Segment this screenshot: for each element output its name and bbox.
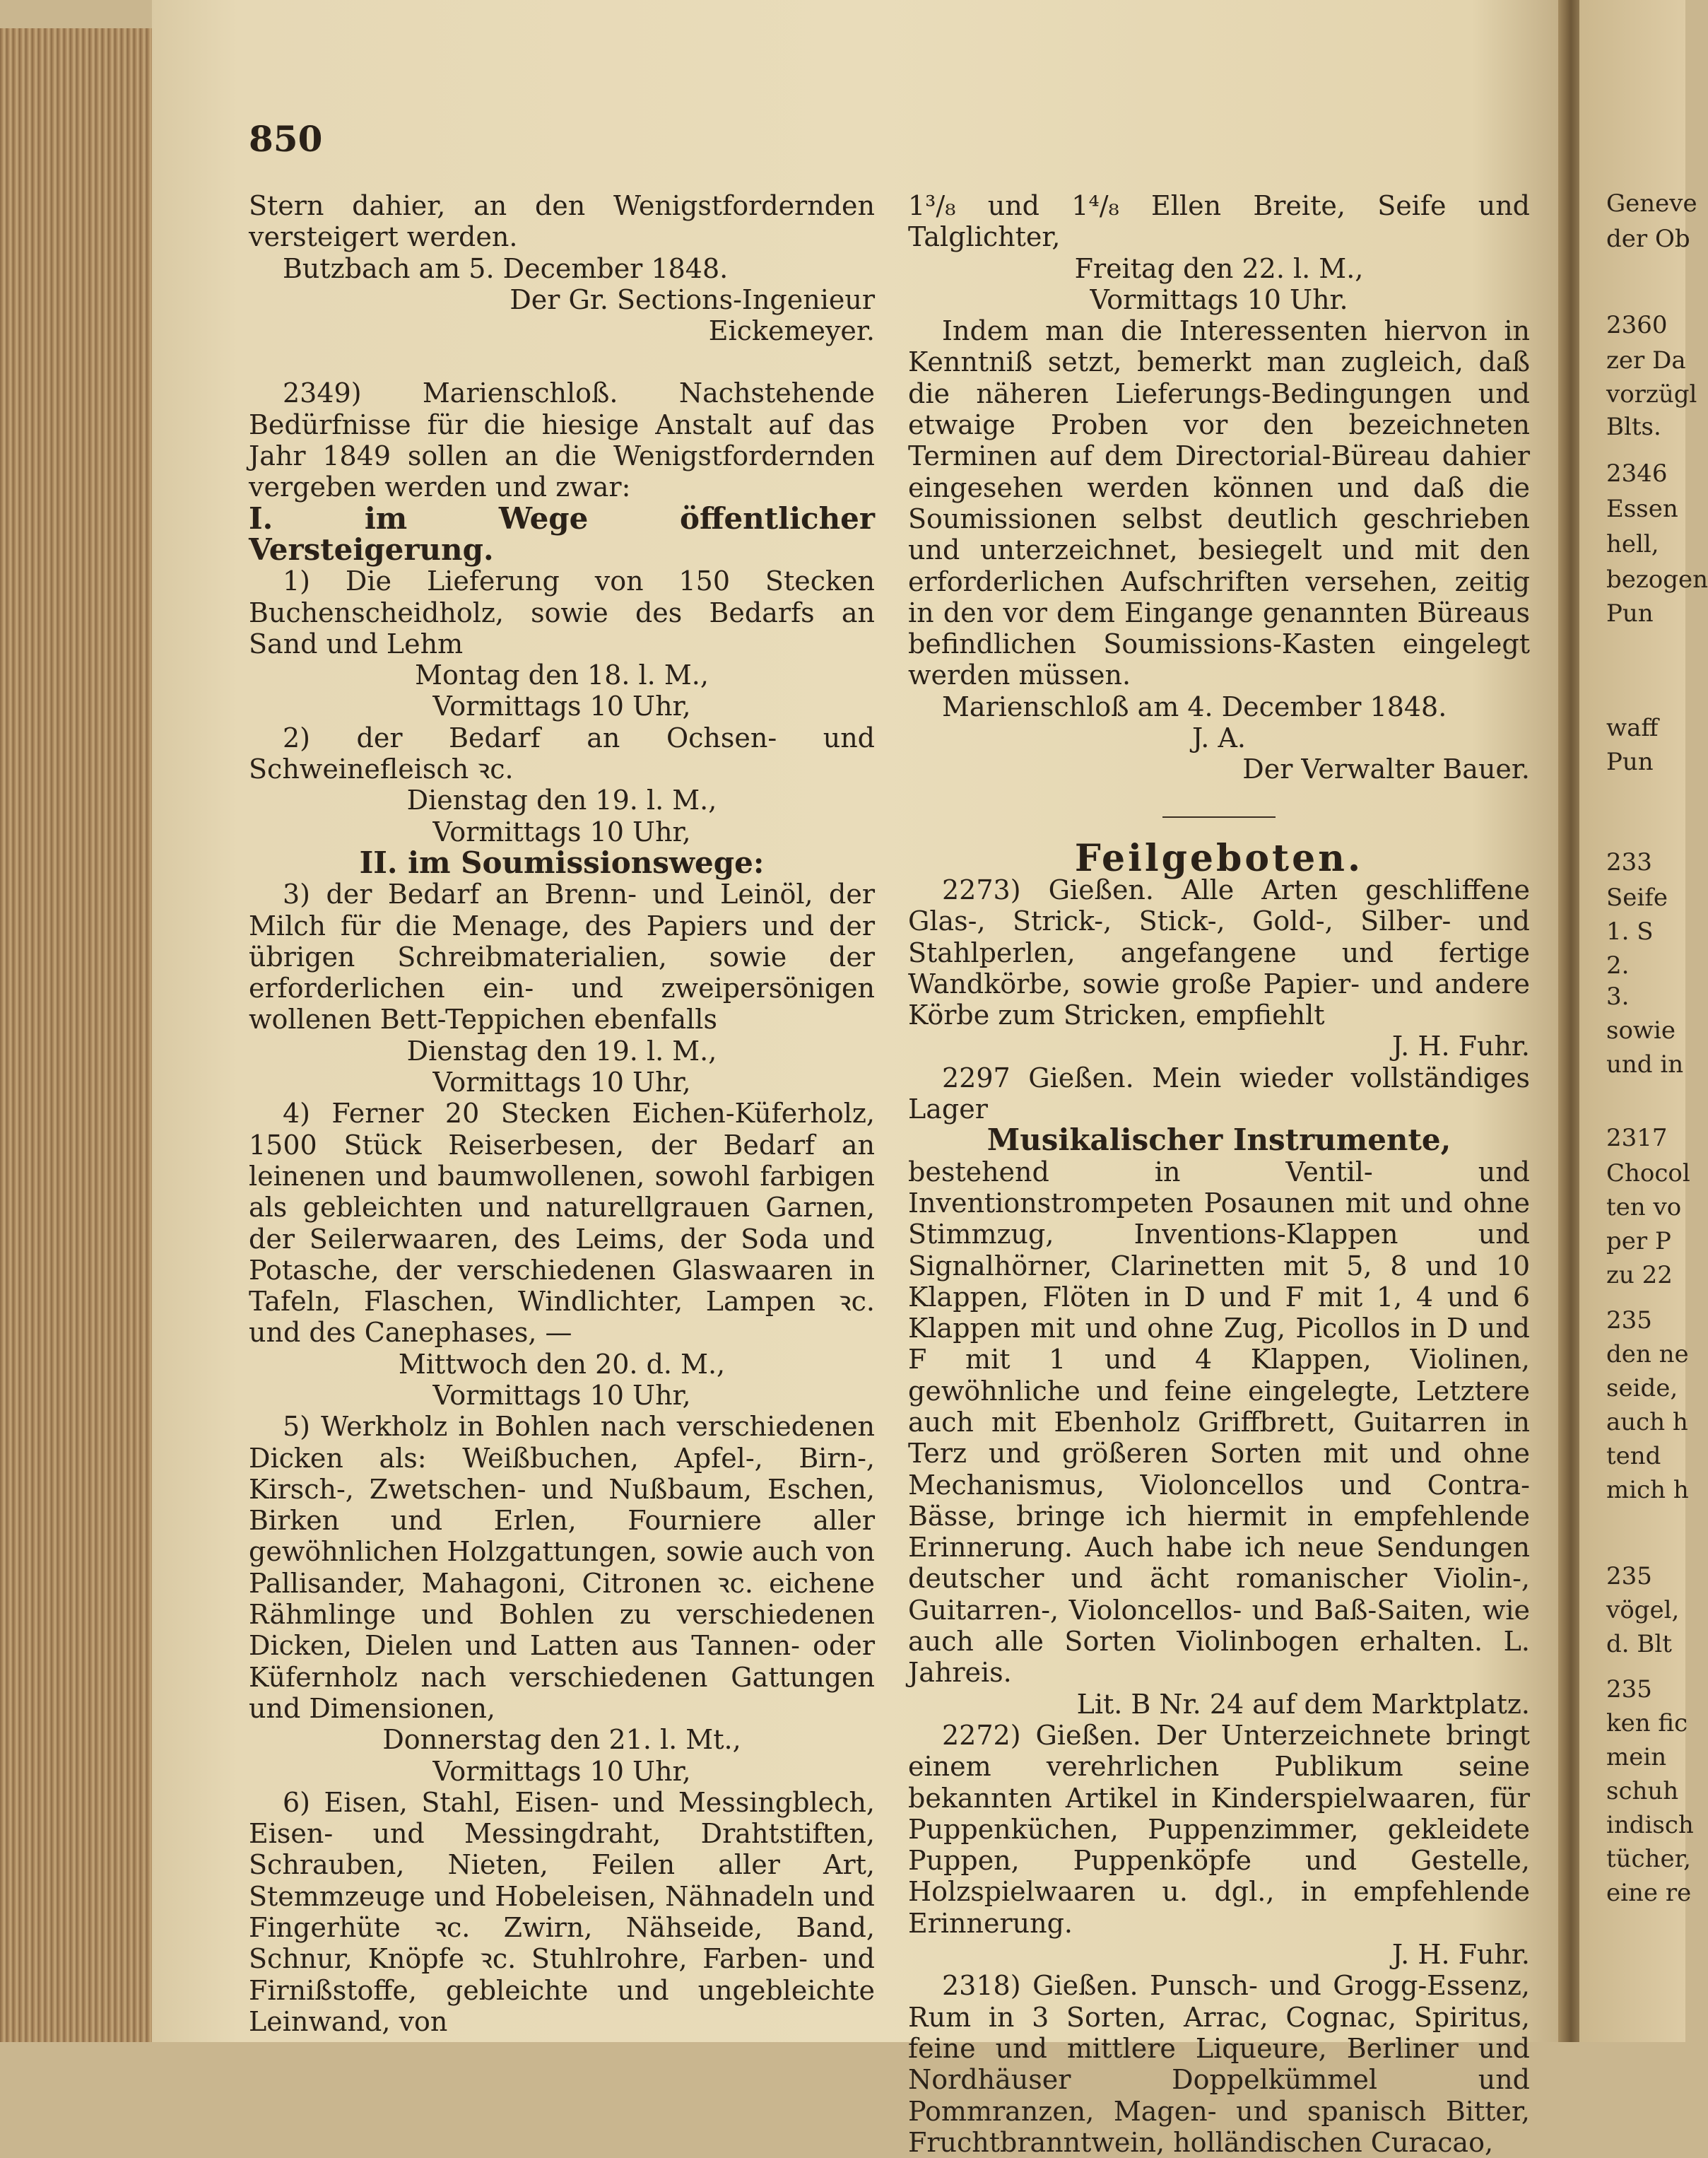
right-column-paragraph: 1³/₈ und 1⁴/₈ Ellen Breite, Seife und Talglichter,: [908, 190, 1530, 253]
left-column-paragraph: 2349) Marienschloß. Nachstehende Bedürfnisse für die hiesige Anstalt auf das Jahr 1849 sollen an die Wenigstfordernden vergeben werden und zwar:: [249, 377, 875, 503]
left-column-paragraph: Donnerstag den 21. l. Mt.,: [382, 1724, 741, 1756]
left-column-paragraph: Vormittags 10 Uhr,: [432, 816, 691, 848]
right-column-paragraph: [1162, 816, 1276, 818]
next-page-text-fragment: 235: [1606, 1675, 1652, 1703]
next-page-text-fragment: ten vo: [1606, 1193, 1682, 1221]
right-column-paragraph: Indem man die Interessenten hiervon in Kenntniß setzt, bemerkt man zugleich, daß die näheren Lieferungs-Bedingungen und etwaige Proben vor den bezeichneten Terminen auf dem Directorial-Büreau dahier eingesehen werden können und daß die Soumissionen selbst deutlich geschrieben und unterzeichnet, besiegelt und mit den erforderlichen Aufschriften versehen, zeitig in den vor dem Eingange genannten Büreaus befindlichen Soumissions-Kasten eingelegt werden müssen.: [908, 315, 1530, 691]
next-page-text-fragment: 2346: [1606, 459, 1668, 488]
left-column-paragraph: 3) der Bedarf an Brenn- und Leinöl, der Milch für die Menage, des Papiers und der übrigen Schreibmaterialien, sowie der erforderlichen ein- und zweipersönigen wollenen Bett-Teppichen ebenfalls: [249, 879, 875, 1036]
right-column-paragraph: Musikalischer Instrumente,: [986, 1122, 1451, 1158]
right-column-paragraph: J. A.: [1192, 722, 1246, 754]
next-page-text-fragment: schuh: [1606, 1777, 1679, 1805]
next-page-text-fragment: bezogen: [1606, 565, 1708, 594]
next-page-text-fragment: Blts.: [1606, 413, 1661, 441]
left-column-paragraph: Mittwoch den 20. d. M.,: [398, 1348, 726, 1380]
left-column-paragraph: Vormittags 10 Uhr,: [432, 1067, 691, 1098]
next-page-text-fragment: seide,: [1606, 1374, 1678, 1402]
next-page-text-fragment: per P: [1606, 1227, 1671, 1255]
next-page-text-fragment: indisch: [1606, 1811, 1694, 1839]
next-page-text-fragment: mein: [1606, 1743, 1667, 1771]
right-column-paragraph: Freitag den 22. l. M.,: [1074, 252, 1364, 284]
next-page-text-fragment: zu 22: [1606, 1261, 1673, 1289]
left-column-paragraph: II. im Soumissionswege:: [359, 845, 765, 880]
next-page-text-fragment: Geneve: [1606, 189, 1697, 218]
next-page-text-fragment: 2317: [1606, 1124, 1668, 1152]
left-column-paragraph: Dienstag den 19. l. M.,: [406, 785, 717, 816]
next-page-text-fragment: auch h: [1606, 1408, 1688, 1436]
next-page-text-fragment: vorzügl: [1606, 380, 1697, 409]
left-column-paragraph: Vormittags 10 Uhr,: [432, 691, 691, 722]
right-column-paragraph: 2297 Gießen. Mein wieder vollständiges Lager: [908, 1062, 1530, 1125]
left-column-paragraph: Vormittags 10 Uhr,: [432, 1379, 691, 1411]
left-column-paragraph: 5) Werkholz in Bohlen nach verschiedenen Dicken als: Weißbuchen, Apfel-, Birn-, Kirsch-, Zwetschen- und Nußbaum, Eschen, Birken und Erlen, Fourniere aller gewöhnlichen Holzgattungen, sowie auch von Pallisander, Mahagoni, Citronen ꝛc. eichene Rähmlinge und Bohlen zu verschiedenen Dicken, Dielen und Latten aus Tannen- oder Küfernholz nach verschiedenen Gattungen und Dimensionen,: [249, 1411, 875, 1724]
left-column-paragraph: Der Gr. Sections-Ingenieur: [510, 283, 875, 315]
next-page-text-fragment: tücher,: [1606, 1845, 1691, 1873]
right-column-paragraph: Vormittags 10 Uhr.: [1090, 283, 1348, 315]
next-page-text-fragment: sowie: [1606, 1016, 1676, 1045]
left-column-paragraph: Montag den 18. l. M.,: [415, 659, 709, 691]
next-page-text-fragment: 233: [1606, 848, 1652, 876]
next-page-text-fragment: Essen: [1606, 495, 1678, 523]
left-column-paragraph: Butzbach am 5. December 1848.: [283, 252, 729, 284]
next-page-text-fragment: Pun: [1606, 599, 1654, 628]
right-column: [908, 190, 1530, 2158]
left-column-paragraph: 1) Die Lieferung von 150 Stecken Buchenscheidholz, sowie des Bedarfs an Sand und Lehm: [249, 565, 875, 659]
right-column-paragraph: Feilgeboten.: [1074, 836, 1364, 880]
next-page-text-fragment: zer Da: [1606, 346, 1686, 375]
next-page-text-fragment: Seife: [1606, 884, 1668, 912]
gutter-shadow: [1558, 0, 1579, 2042]
next-page-text-fragment: ken fic: [1606, 1709, 1688, 1737]
next-page-text-fragment: 235: [1606, 1562, 1652, 1590]
next-page-text-fragment: 2360: [1606, 311, 1668, 339]
left-column-paragraph: I. im Wege öffentlicher Versteigerung.: [249, 500, 875, 567]
left-column-paragraph: 4) Ferner 20 Stecken Eichen-Küferholz, 1500 Stück Reiserbesen, der Bedarf an leinenen und baumwollenen, sowohl farbigen als gebleichten und naturellgrauen Garnen, der Seilerwaaren, des Leims, der Soda und Potasche, der verschiedenen Glaswaaren in Tafeln, Flaschen, Windlichter, Lampen ꝛc. und des Canephases, —: [249, 1098, 875, 1349]
next-page-text-fragment: der Ob: [1606, 225, 1690, 253]
book-edge: [0, 28, 152, 2042]
right-column-paragraph: Marienschloß am 4. December 1848.: [942, 691, 1447, 722]
left-column: [249, 190, 875, 2037]
left-column-paragraph: [249, 346, 875, 377]
next-page-text-fragment: 3.: [1606, 983, 1630, 1011]
next-page-text-fragment: mich h: [1606, 1476, 1689, 1504]
right-column-paragraph: Der Verwalter Bauer.: [1242, 753, 1530, 785]
next-page-text-fragment: waff: [1606, 714, 1659, 742]
left-column-paragraph: Dienstag den 19. l. M.,: [406, 1035, 717, 1067]
next-page-text-fragment: Pun: [1606, 748, 1654, 776]
next-page-text-fragment: tend: [1606, 1442, 1661, 1470]
right-column-paragraph: 2318) Gießen. Punsch- und Grogg-Essenz, Rum in 3 Sorten, Arrac, Cognac, Spiritus, feine und mittlere Liqueure, Berliner und Nordhäuser Doppelkümmel und Pommranzen, Magen- und spanisch Bitter, Fruchtbranntwein, holländischen Curacao,: [908, 1970, 1530, 2158]
next-page-text-fragment: d. Blt: [1606, 1630, 1672, 1658]
next-page-text-fragment: 1. S: [1606, 917, 1654, 946]
left-column-paragraph: 2) der Bedarf an Ochsen- und Schweinefleisch ꝛc.: [249, 722, 875, 785]
left-column-paragraph: Vormittags 10 Uhr,: [432, 1755, 691, 1787]
right-column-paragraph: Lit. B Nr. 24 auf dem Marktplatz.: [1076, 1688, 1530, 1720]
left-column-paragraph: Eickemeyer.: [708, 315, 875, 347]
next-page-text-fragment: vögel,: [1606, 1596, 1680, 1624]
right-column-paragraph: J. H. Fuhr.: [1391, 1939, 1530, 1971]
next-page-text-fragment: und in: [1606, 1050, 1684, 1079]
next-page-text-fragment: 2.: [1606, 951, 1630, 980]
right-column-paragraph: bestehend in Ventil- und Inventionstrompeten Posaunen mit und ohne Stimmzug, Inventions-Klappen und Signalhörner, Clarinetten mit 5, 8 und 10 Klappen, Flöten in D und F mit 1, 4 und 6 Klappen mit und ohne Zug, Picollos in D und F mit 1 und 4 Klappen, Violinen, gewöhnliche und feine eingelegte, Letztere auch mit Ebenholz Griffbrett, Guitarren in Terz und größeren Sorten mit und ohne Mechanismus, Violoncellos und Contra-Bässe, bringe ich hiermit in empfehlende Erinnerung. Auch habe ich neue Sendungen deutscher und ächt romanischer Violin-, Guitarren-, Violoncellos- und Baß-Saiten, wie auch alle Sorten Violinbogen erhalten. L. Jahreis.: [908, 1156, 1530, 1689]
page-number: 850: [249, 118, 323, 160]
right-column-paragraph: 2272) Gießen. Der Unterzeichnete bringt einem verehrlichen Publikum seine bekannten Artikel in Kinderspielwaaren, für Puppenküchen, Puppenzimmer, gekleidete Puppen, Puppenköpfe und Gestelle, Holzspielwaaren u. dgl., in empfehlende Erinnerung.: [908, 1719, 1530, 1939]
next-page-text-fragment: 235: [1606, 1306, 1652, 1335]
right-column-paragraph: J. H. Fuhr.: [1391, 1031, 1530, 1062]
next-page-text-fragment: hell,: [1606, 530, 1659, 558]
next-page-edge: [1579, 0, 1708, 2042]
left-column-paragraph: Stern dahier, an den Wenigstfordernden versteigert werden.: [249, 190, 875, 253]
left-column-paragraph: 6) Eisen, Stahl, Eisen- und Messingblech, Eisen- und Messingdraht, Drahtstiften, Schrauben, Nieten, Feilen aller Art, Stemmzeuge und Hobeleisen, Nähnadeln und Fingerhüte ꝛc. Zwirn, Nähseide, Band, Schnur, Knöpfe ꝛc. Stuhlrohre, Farben- und Firnißstoffe, gebleichte und ungebleichte Leinwand, von: [249, 1786, 875, 2037]
right-column-paragraph: 2273) Gießen. Alle Arten geschliffene Glas-, Strick-, Stick-, Gold-, Silber- und Stahlperlen, angefangene und fertige Wandkörbe, sowie große Papier- und andere Körbe zum Stricken, empfiehlt: [908, 874, 1530, 1031]
next-page-text-fragment: Chocol: [1606, 1159, 1690, 1188]
next-page-text-fragment: eine re: [1606, 1879, 1692, 1907]
next-page-text-fragment: den ne: [1606, 1340, 1689, 1368]
